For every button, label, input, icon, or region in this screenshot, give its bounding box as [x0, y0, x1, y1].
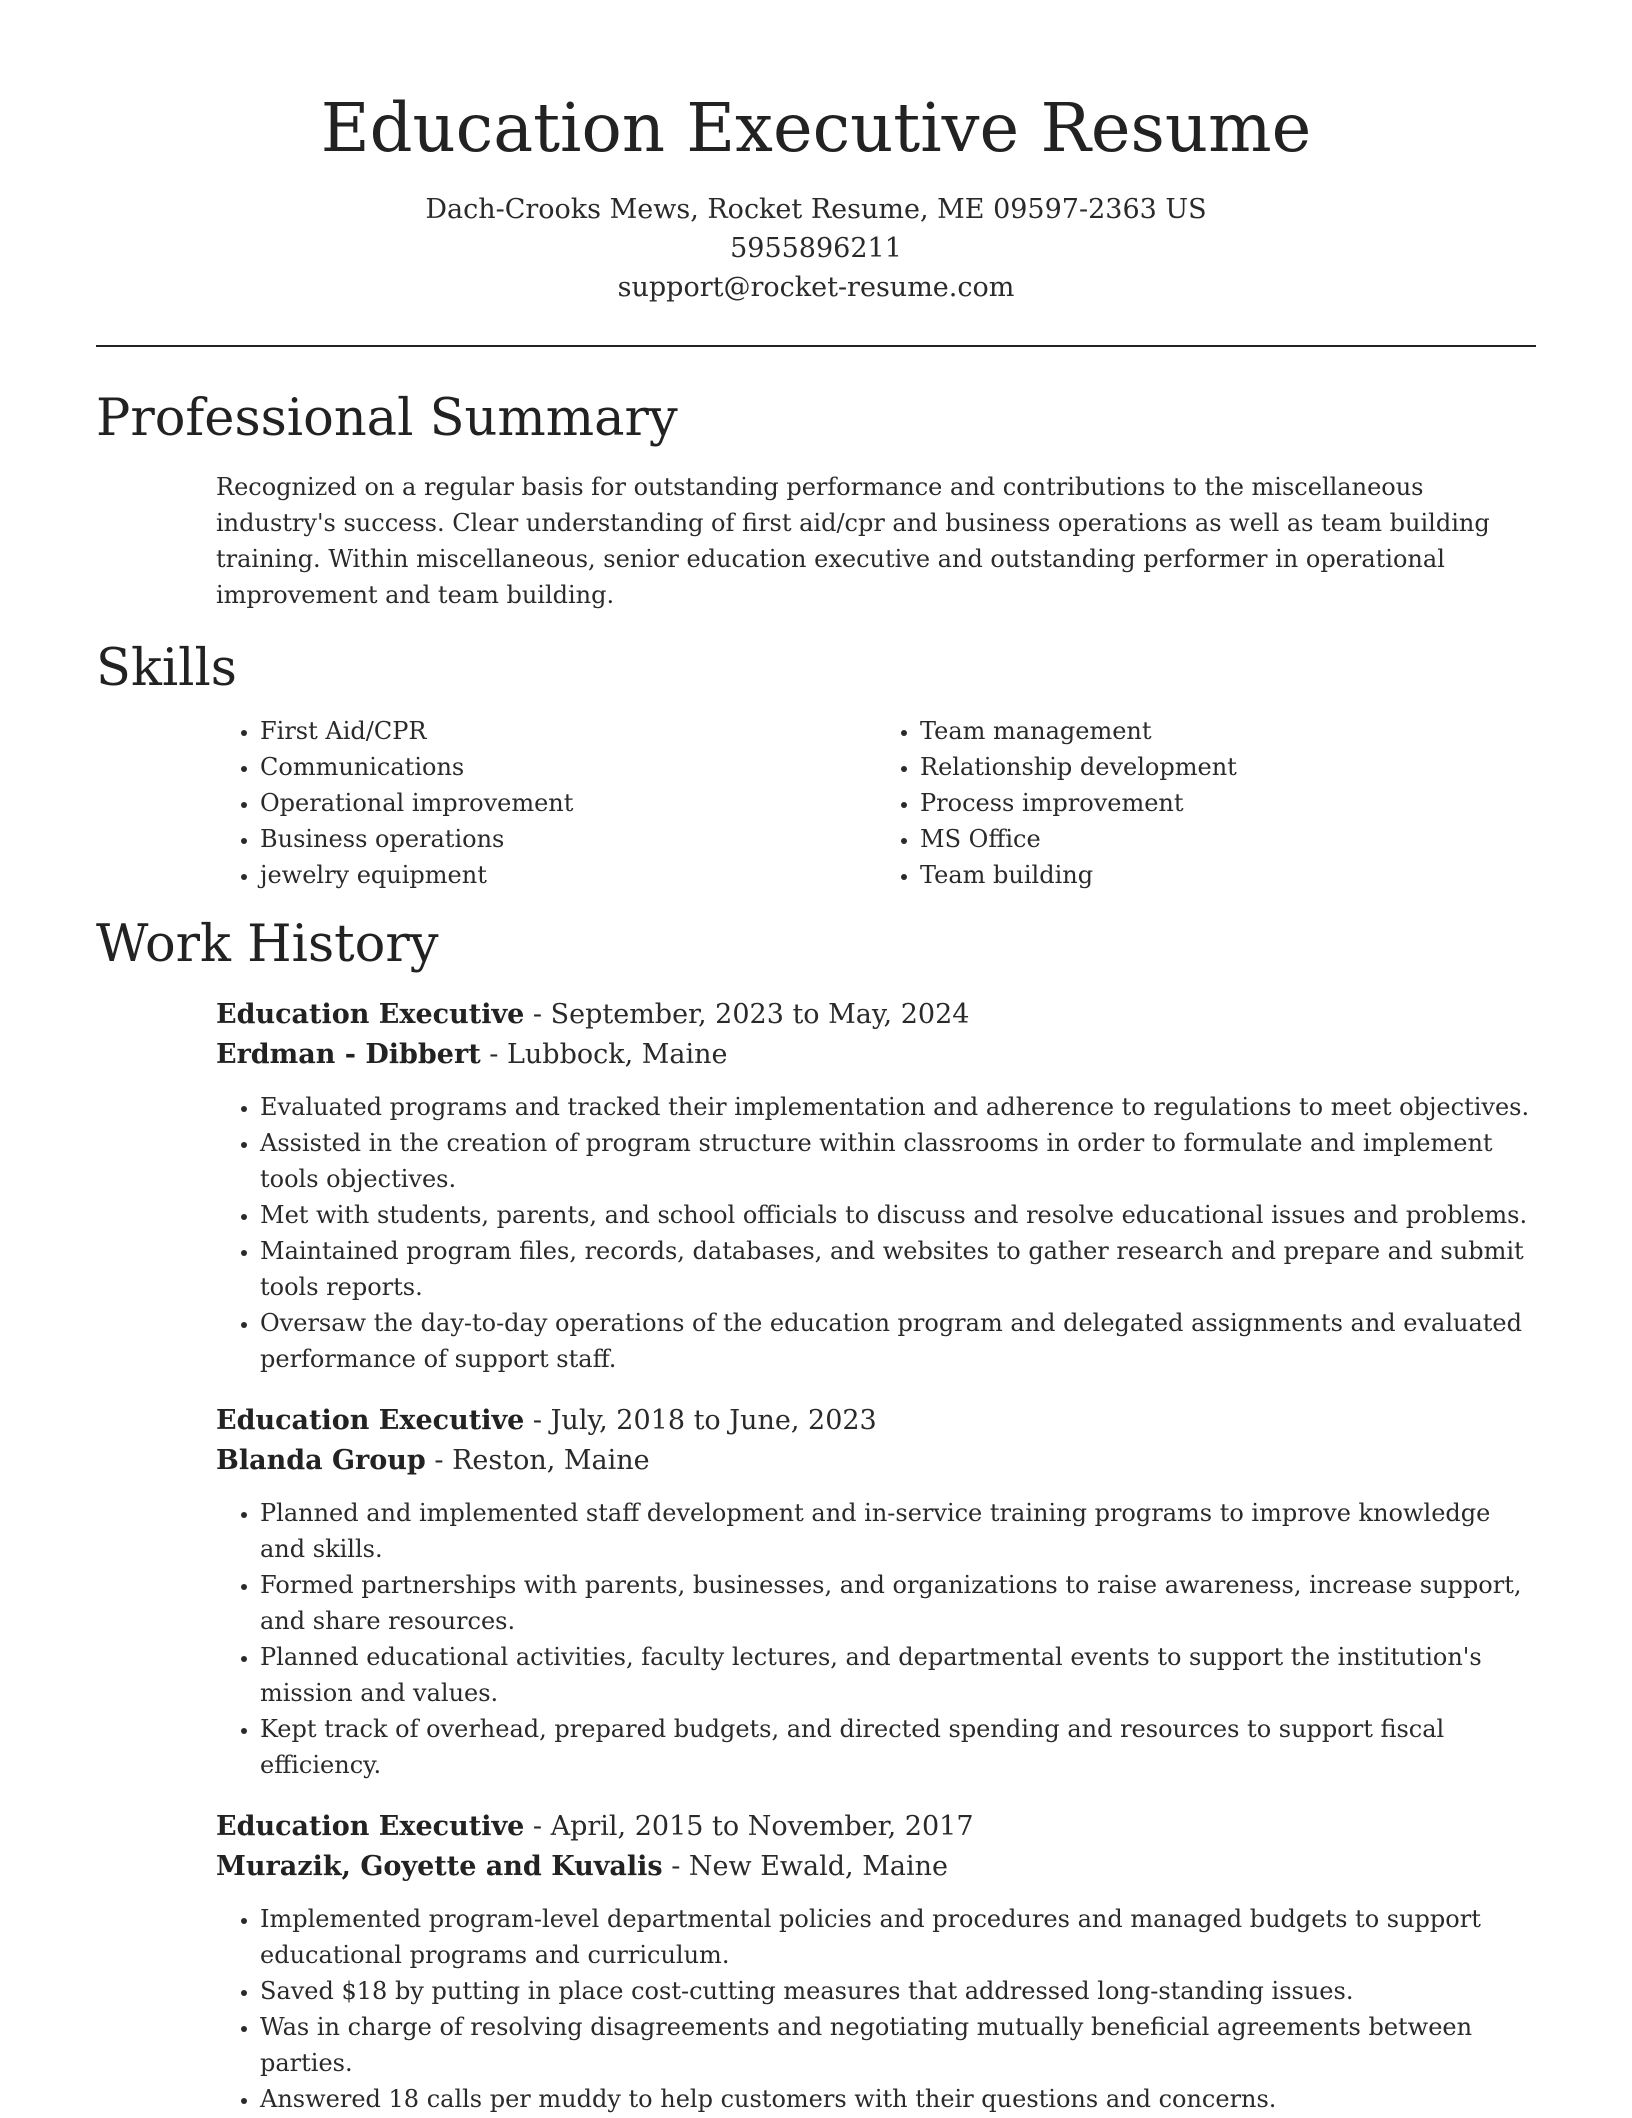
job-bullet: • Saved $18 by putting in place cost-cutting measures that addressed long-standing issues.	[260, 1973, 1540, 2009]
job-bullet: • Answered 18 calls per muddy to help customers with their questions and concerns.	[260, 2081, 1540, 2117]
job-location: - New Ewald, Maine	[662, 1851, 948, 1882]
job-role: Education Executive	[216, 999, 525, 1030]
job-dates: - September, 2023 to May, 2024	[524, 999, 970, 1030]
resume-page	[96, 0, 1536, 2117]
job-entry	[216, 1401, 1536, 1783]
skills-list	[216, 713, 1536, 893]
email: support@rocket-resume.com	[617, 272, 1015, 303]
skill-item: • Communications	[260, 749, 876, 785]
job-bullet: • Implemented program-level departmental policies and procedures and managed budgets to support educational programs and curriculum.	[260, 1901, 1540, 1973]
job-bullet: • Evaluated programs and tracked their implementation and adherence to regulations to meet objectives.	[260, 1089, 1540, 1125]
job-company: Blanda Group	[216, 1445, 426, 1476]
job-bullet: • Maintained program files, records, databases, and websites to gather research and prepare and submit tools reports.	[260, 1233, 1540, 1305]
skills-heading: Skills	[96, 639, 237, 698]
header-divider	[96, 345, 1536, 347]
job-dates: - July, 2018 to June, 2023	[524, 1405, 877, 1436]
job-role: Education Executive	[216, 1811, 525, 1842]
job-bullet: • Was in charge of resolving disagreements and negotiating mutually beneficial agreements between parties.	[260, 2009, 1540, 2081]
phone: 5955896211	[730, 233, 902, 264]
summary-text: Recognized on a regular basis for outstanding performance and contributions to the miscellaneous industry's success. Clear understanding of first aid/cpr and business operations as well as team building training. Within miscellaneous, senior education executive and outstanding performer in operational improvement and team building.	[216, 473, 1490, 609]
skill-item: • MS Office	[920, 821, 1536, 857]
job-company-line	[216, 1035, 1536, 1075]
skill-item: • Process improvement	[920, 785, 1536, 821]
job-bullet: • Assisted in the creation of program structure within classrooms in order to formulate and implement tools objectives.	[260, 1125, 1540, 1197]
skill-item: • Team building	[920, 857, 1536, 893]
skills-column-left	[216, 713, 876, 893]
job-location: - Lubbock, Maine	[480, 1039, 728, 1070]
job-dates: - April, 2015 to November, 2017	[524, 1811, 974, 1842]
job-bullet: • Planned and implemented staff development and in-service training programs to improve knowledge and skills.	[260, 1495, 1540, 1567]
contact-info	[96, 190, 1536, 307]
job-bullets	[216, 1495, 1540, 1783]
skills-column-right	[876, 713, 1536, 893]
job-bullet: • Met with students, parents, and school officials to discuss and resolve educational issues and problems.	[260, 1197, 1540, 1233]
skill-item: • Business operations	[260, 821, 876, 857]
summary-heading: Professional Summary	[96, 389, 678, 448]
job-title-line	[216, 995, 1536, 1035]
job-company-line	[216, 1441, 1536, 1481]
job-bullet: • Formed partnerships with parents, businesses, and organizations to raise awareness, increase support, and share resources.	[260, 1567, 1540, 1639]
resume-header	[96, 0, 1536, 307]
job-bullet: • Oversaw the day-to-day operations of the education program and delegated assignments and evaluated performance of support staff.	[260, 1305, 1540, 1377]
work-history-heading: Work History	[96, 915, 439, 974]
job-entry	[216, 1807, 1536, 2117]
job-bullet: • Planned educational activities, faculty lectures, and departmental events to support the institution's mission and values.	[260, 1639, 1540, 1711]
job-location: - Reston, Maine	[425, 1445, 650, 1476]
job-bullets	[216, 1089, 1540, 1377]
skill-item: • Operational improvement	[260, 785, 876, 821]
skill-item: • Team management	[920, 713, 1536, 749]
job-company: Murazik, Goyette and Kuvalis	[216, 1851, 663, 1882]
skill-item: • jewelry equipment	[260, 857, 876, 893]
resume-title: Education Executive Resume	[320, 89, 1312, 167]
job-bullet: • Kept track of overhead, prepared budgets, and directed spending and resources to support fiscal efficiency.	[260, 1711, 1540, 1783]
job-role: Education Executive	[216, 1405, 525, 1436]
job-title-line	[216, 1807, 1536, 1847]
job-entry	[216, 995, 1536, 1377]
skill-item: • First Aid/CPR	[260, 713, 876, 749]
job-title-line	[216, 1401, 1536, 1441]
address: Dach-Crooks Mews, Rocket Resume, ME 09597-2363 US	[425, 194, 1207, 225]
skill-item: • Relationship development	[920, 749, 1536, 785]
job-company-line	[216, 1847, 1536, 1887]
job-bullets	[216, 1901, 1540, 2117]
job-company: Erdman - Dibbert	[216, 1039, 481, 1070]
